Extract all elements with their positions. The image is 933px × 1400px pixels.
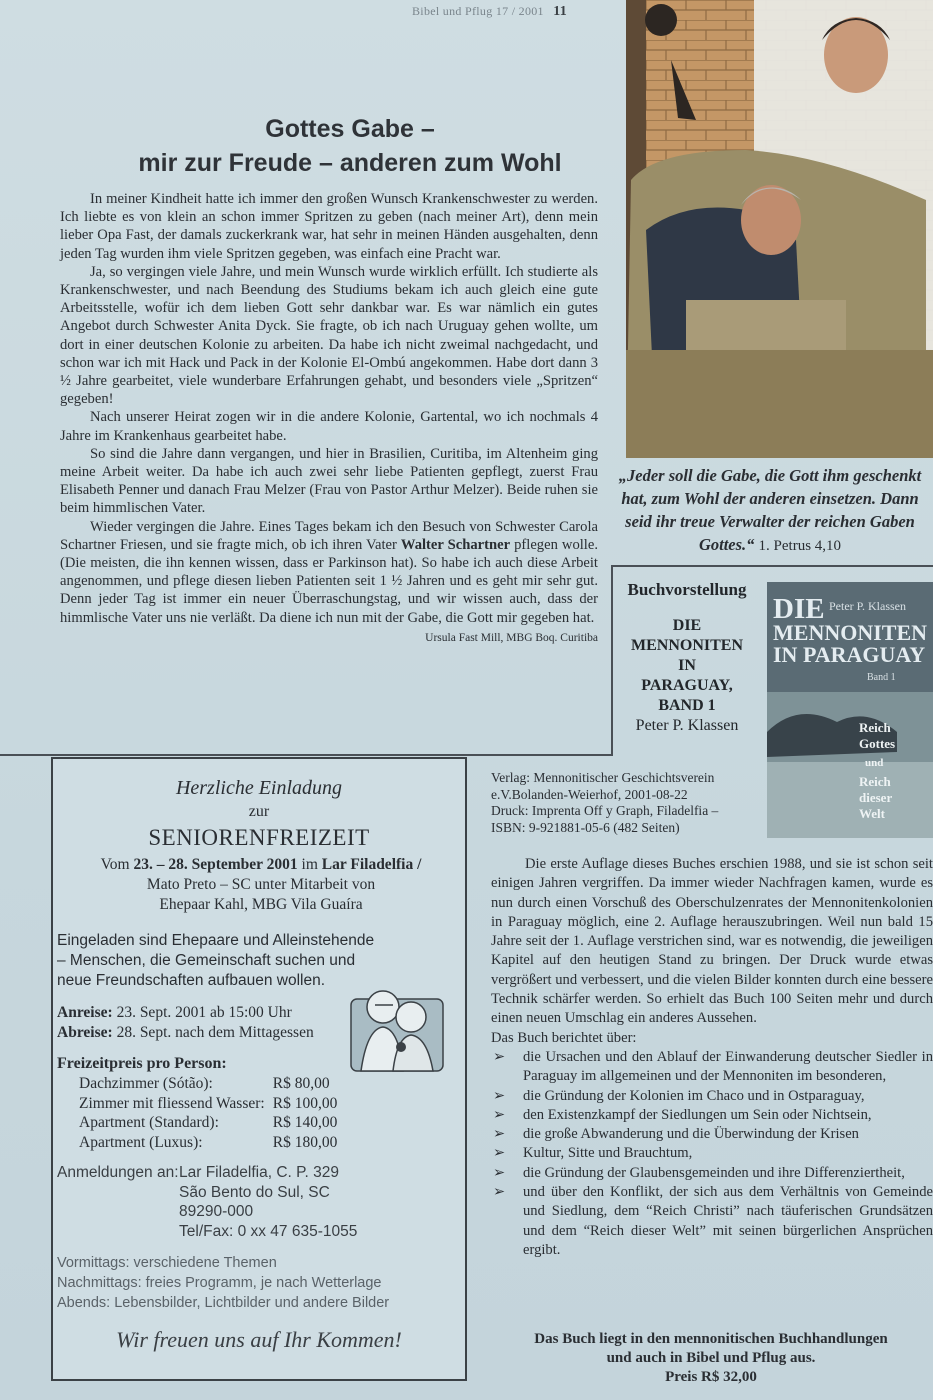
dates-mid: im	[297, 856, 322, 873]
arrow-bullet-icon: ➢	[493, 1106, 506, 1123]
book-review-intro: Die erste Auflage dieses Buches erschien 1988, und sie ist schon seit einigen Jahren vergriffen. Da immer wieder Nachfragen kamen, wurde es nun durch einen Vorschuß des Oberschulzenrates der Mennonitenkolonien in Paraguay möglich, eine 2. Auflage herauszubringen. Weil nun bald 15 Jahre seit der 1. Auflage verstrichen sind, war es notwendig, die jeweiligen Kapitel auf den heutigen Stand zu bringen. Der Druck wurde etwas vergrößert und verbessert, und die vielen Bilder konnten durch eine bessere Technik schärfer werden. So erhielt das Buch 100 Seiten mehr und durch einen neuen Umschlag ein anderes Aussehen.	[491, 856, 933, 1027]
photo-illustration	[626, 0, 933, 458]
article-author: Ursula Fast Mill, MBG Boq. Curitiba	[425, 631, 598, 644]
invitation-zur: zur	[248, 803, 270, 820]
cover-word-mennoniten: MENNONITEN	[773, 620, 928, 645]
list-item-text: die Gründung der Glaubensgemeinden und ihre Differenziertheit,	[523, 1164, 905, 1181]
arrow-bullet-icon: ➢	[493, 1126, 506, 1143]
price-value: R$ 100,00	[272, 1094, 338, 1112]
address-line: Lar Filadelfia, C. P. 329	[179, 1164, 339, 1181]
arrow-bullet-icon: ➢	[493, 1184, 506, 1201]
book-title-line: MENNONITEN	[630, 637, 743, 654]
page-number: 11	[553, 4, 568, 19]
article-photo	[626, 0, 933, 458]
divider	[611, 565, 613, 756]
list-item	[491, 1087, 933, 1106]
book-review-heading: Buchvorstellung	[627, 580, 747, 599]
cover-subtitle-line: Gottes	[859, 736, 896, 751]
event-name: SENIORENFREIZEIT	[148, 825, 370, 850]
arrival-value: 23. Sept. 2001 ab 15:00 Uhr	[116, 1004, 292, 1021]
list-item-text: Kultur, Sitte und Brauchtum,	[523, 1145, 693, 1162]
isbn: ISBN: 9-921881-05-6 (482 Seiten)	[491, 819, 680, 835]
travel-dates	[57, 1003, 314, 1043]
article-bold-name: Walter Schartner	[400, 536, 511, 553]
event-dates	[63, 855, 459, 915]
cover-word-in-paraguay: IN PARAGUAY	[773, 642, 926, 667]
price-label: Dachzimmer (Sótão):	[79, 1075, 213, 1092]
book-title-line: BAND 1	[658, 697, 716, 714]
organizer-line: Ehepaar Kahl, MBG Vila Guaíra	[159, 896, 363, 913]
issue-number: 17 / 2001	[495, 4, 544, 18]
daily-schedule	[57, 1253, 389, 1313]
printer: Druck: Imprenta Off y Graph, Filadelfia –	[491, 803, 719, 818]
invitation-text: Eingeladen sind Ehepaare und Alleinstehende – Menschen, die Gemeinschaft suchen und neue Freundschaften aufbauen wollen.	[57, 932, 375, 989]
price-label: Zimmer mit fliessend Wasser:	[79, 1094, 265, 1112]
book-cover	[767, 582, 933, 838]
article-paragraph: In meiner Kindheit hatte ich immer den großen Wunsch Krankenschwester zu werden. Ich liebte es von klein an schon immer Spritzen zu geben (nach meiner Art), denn mein lieber Opa Fast, der damals zuckerkrank war, hat sehr in meinen Händen ausgehalten, denn jeden Tag wurden ihm viele Spritzen gegeben, was einfach eine Pracht war.	[60, 191, 598, 262]
article-title	[60, 112, 640, 180]
list-item-text: und über den Konflikt, der sich aus dem Verhältnis von Gemeinde und Siedlung, dem “Reich Christi” nach täuferischen Grundsätzen und dem “Reich dieser Welt” mit seinen bürgerlichen Ansprüchen ergibt.	[523, 1184, 933, 1258]
article-title-line-2: mir zur Freude – anderen zum Wohl	[138, 149, 562, 177]
list-item	[491, 1183, 933, 1260]
arrow-bullet-icon: ➢	[493, 1164, 506, 1181]
arrow-bullet-icon: ➢	[493, 1048, 506, 1065]
registration-address	[179, 1163, 439, 1241]
list-item	[491, 1144, 933, 1163]
article-paragraph	[60, 518, 598, 627]
schedule-item: Abends: Lebensbilder, Lichtbilder und andere Bilder	[57, 1295, 390, 1311]
book-price: Preis R$ 32,00	[665, 1369, 757, 1385]
book-cover-art	[767, 582, 933, 838]
schedule-item: Vormittags: verschiedene Themen	[57, 1255, 277, 1271]
arrow-bullet-icon: ➢	[493, 1145, 506, 1162]
arrow-bullet-icon: ➢	[493, 1087, 506, 1104]
list-item	[491, 1164, 933, 1183]
book-list-intro: Das Buch berichtet über:	[491, 1029, 637, 1046]
closing-line: Wir freuen uns auf Ihr Kommen!	[116, 1327, 402, 1352]
list-item-text: die große Abwanderung und die Überwindung der Krisen	[523, 1126, 859, 1143]
book-author: Peter P. Klassen	[635, 717, 739, 734]
quote-reference: 1. Petrus 4,10	[758, 538, 842, 554]
invitation-title: Herzliche Einladung	[175, 777, 343, 799]
article-text: pflegen wolle. (Die meisten, die ihn kennen wissen, dass er Parkinson hat). So habe ich auch diese Arbeit angenommen, und pflege diesen lieben Patienten seit 1 ½ Jahren und es geht mir sehr gut. Denn jeder Tag ist immer ein neuer Überraschungstag, und wir wissen auch, dass der himmlische Vater uns nie verläßt. Da diene ich nun mit der Gabe, die Gott mir gegeben hat.	[60, 536, 598, 626]
book-review-body	[491, 855, 933, 1260]
publication-name: Bibel und Pflug	[412, 4, 493, 18]
article-paragraph: Nach unserer Heirat zogen wir in die andere Kolonie, Gartental, wo ich nochmals 4 Jahre im Krankenhaus gearbeitet habe.	[60, 409, 598, 444]
publisher: Verlag: Mennonitischer Geschichtsverein e.V.Bolanden-Weierhof, 2001-08-22	[491, 770, 715, 802]
book-availability	[491, 1330, 931, 1387]
price-heading: Freizeitpreis pro Person:	[57, 1055, 227, 1072]
article-title-line-1: Gottes Gabe –	[265, 115, 435, 143]
price-label: Apartment (Standard):	[79, 1114, 219, 1131]
divider	[612, 565, 933, 567]
location-line: Mato Preto – SC unter Mitarbeit von	[146, 876, 376, 893]
invitation-box	[51, 757, 467, 1381]
availability-line: Das Buch liegt in den mennonitischen Buchhandlungen	[534, 1331, 888, 1347]
price-row	[79, 1094, 337, 1114]
cover-author: Peter P. Klassen	[829, 599, 906, 613]
book-topics-list	[491, 1048, 933, 1260]
page-header	[412, 4, 567, 20]
price-value: R$ 80,00	[272, 1075, 330, 1092]
cover-subtitle-line: dieser	[859, 790, 893, 805]
price-label: Apartment (Luxus):	[79, 1133, 203, 1151]
departure-label: Abreise:	[57, 1024, 113, 1041]
schedule-item: Nachmittags: freies Programm, je nach Wetterlage	[57, 1275, 382, 1291]
arrival-label: Anreise:	[57, 1004, 113, 1021]
registration-label: Anmeldungen an:	[57, 1164, 179, 1181]
venue: Lar Filadelfia /	[321, 856, 422, 873]
cover-subtitle-line: Welt	[859, 806, 885, 821]
price-table	[79, 1074, 337, 1152]
departure-value: 28. Sept. nach dem Mittagessen	[116, 1024, 314, 1041]
list-item-text: die Ursachen und den Ablauf der Einwanderung deutscher Siedler in Paraguay im allgemeinen und der Mennoniten im besonderen,	[523, 1048, 933, 1085]
book-title	[616, 616, 758, 716]
dates-range: 23. – 28. September 2001	[133, 856, 298, 873]
list-item-text: die Gründung der Kolonien im Chaco und in Ostparaguay,	[523, 1087, 865, 1104]
seniors-couple-icon	[349, 981, 445, 1073]
article-body	[60, 190, 598, 647]
cover-band: Band 1	[867, 672, 896, 683]
article-paragraph: So sind die Jahre dann vergangen, und hier in Brasilien, Curitiba, im Altenheim ging meine Arbeit weiter. Da habe ich auch zwei sehr liebe Patienten gepflegt, zuerst Frau Elisabeth Penner und danach Frau Melzer (Frau von Pastor Arthur Melzer). Beide ruhen sie beim himmlischen Vater.	[60, 445, 598, 517]
book-title-line: PARAGUAY,	[641, 677, 733, 694]
book-title-line: IN	[678, 657, 696, 674]
phone-fax: Tel/Fax: 0 xx 47 635-1055	[179, 1222, 358, 1240]
list-item	[491, 1125, 933, 1144]
list-item-text: den Existenzkampf der Siedlungen um Sein oder Nichtsein,	[523, 1106, 872, 1123]
article-text: Wieder vergingen die Jahre. Eines Tages bekam ich den Besuch von Schwester Carola Schartner Friesen, und sie fragte mich, ob ich ihren Vater	[60, 518, 598, 553]
availability-line: und auch in Bibel und Pflug aus.	[606, 1350, 816, 1366]
divider	[0, 754, 612, 756]
cover-subtitle-line: und	[865, 757, 884, 769]
book-review-heading-block	[616, 580, 758, 736]
quote-text: „Jeder soll die Gabe, die Gott ihm geschenkt hat, zum Wohl der anderen einsetzen. Dann seid ihr treue Verwalter der reichen Gaben Gottes.“	[618, 466, 922, 554]
publisher-info	[491, 770, 761, 836]
dates-prefix: Vom	[100, 856, 134, 873]
list-item	[491, 1106, 933, 1125]
price-row	[79, 1133, 337, 1153]
cover-subtitle-line: Reich	[859, 774, 891, 789]
article-paragraph: Ja, so vergingen viele Jahre, und mein Wunsch wurde wirklich erfüllt. Ich studierte als Krankenschwester, und nach Beendung des Studiums bekam ich auch gleich eine gute Arbeitsstelle, wofür ich dem lieben Gott sehr dankbar war. Es war nämlich ein gutes Angebot durch Schwester Anita Dyck. Sie fragte, ob ich nach Uruguay gehen wollte, um dort in einer deutschen Kolonie zu arbeiten. Da habe ich nicht zweimal nachgedacht, und schon war ich mit Hack und Pack in der Kolonie El-Ombú angekommen. Habe dort dann 3 ½ Jahre gearbeitet, viele wunderbare Erfahrungen gehabt, und besonders viele „Spritzen“ gegeben!	[60, 263, 598, 408]
cover-word-die: DIE	[773, 593, 825, 625]
cover-subtitle-line: Reich	[859, 720, 891, 735]
price-value: R$ 180,00	[272, 1133, 338, 1151]
price-value: R$ 140,00	[272, 1114, 338, 1131]
bible-quote	[612, 464, 928, 558]
address-line: 89290-000	[179, 1203, 254, 1220]
registration	[57, 1163, 358, 1240]
price-row	[79, 1074, 337, 1094]
address-line: São Bento do Sul, SC	[179, 1183, 330, 1201]
price-row	[79, 1113, 337, 1133]
book-title-line: DIE	[672, 617, 702, 634]
list-item	[491, 1048, 933, 1087]
